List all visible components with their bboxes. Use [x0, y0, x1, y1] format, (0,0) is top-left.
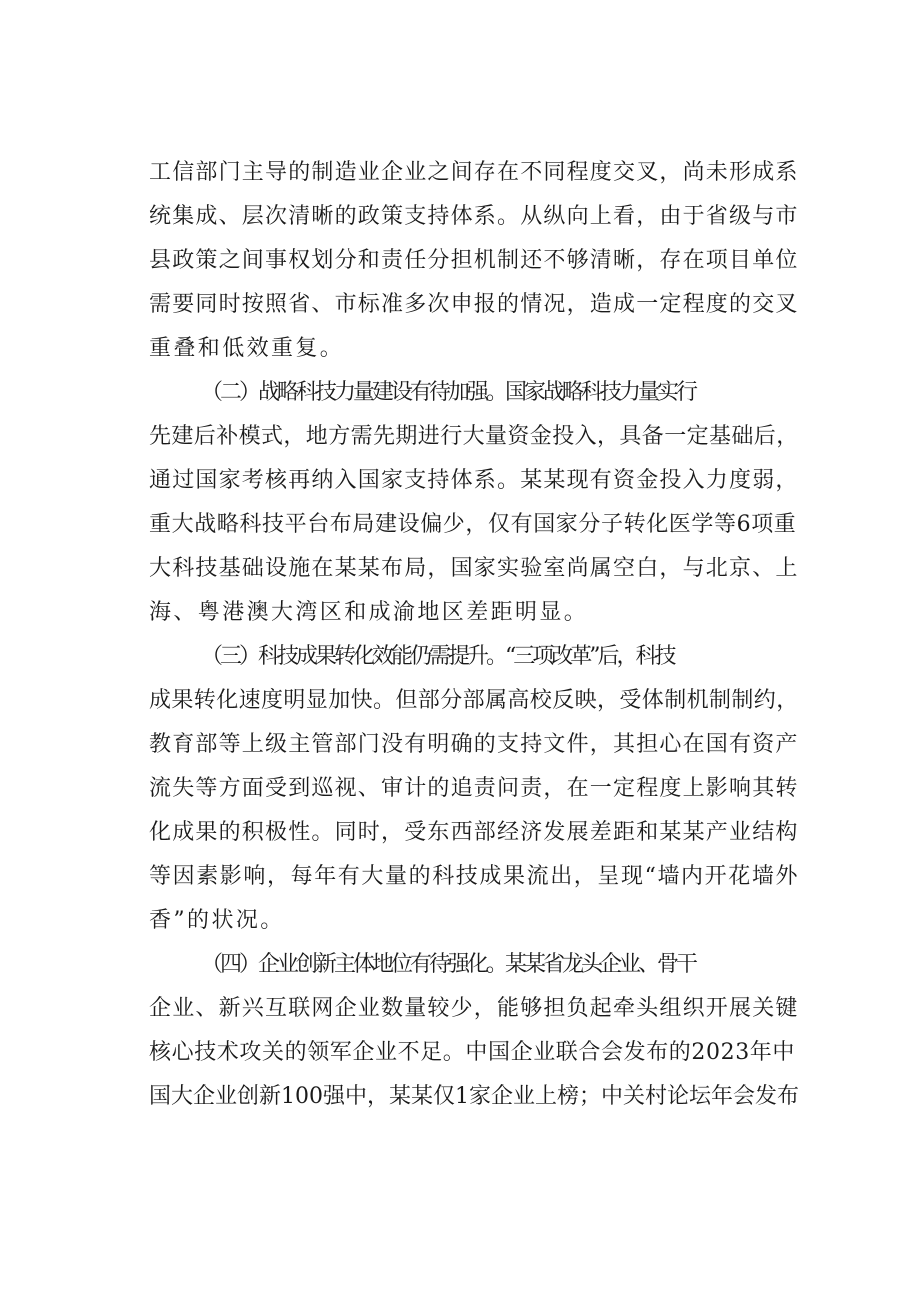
- paragraph-line: 化成果的积极性。同时，受东西部经济发展差距和某某产业结构: [149, 820, 799, 845]
- paragraph-line: 县政策之间事权划分和责任分担机制还不够清晰，存在项目单位: [149, 248, 799, 273]
- paragraph-line: 香”的状况。: [149, 908, 285, 933]
- paragraph-line: 重大战略科技平台布局建设偏少，仅有国家分子转化医学等6项重: [149, 512, 797, 537]
- paragraph-line: 教育部等上级主管部门没有明确的支持文件，其担心在国有资产: [149, 732, 799, 757]
- paragraph-line: 重叠和低效重复。: [149, 336, 345, 361]
- paragraph-line: 统集成、层次清晰的政策支持体系。从纵向上看，由于省级与市: [149, 204, 799, 229]
- paragraph-line: 需要同时按照省、市标准多次申报的情况，造成一定程度的交叉: [149, 292, 799, 317]
- paragraph-line: 等因素影响，每年有大量的科技成果流出，呈现“墙内开花墙外: [149, 864, 800, 889]
- paragraph-line: 核心技术攻关的领军企业不足。中国企业联合会发布的2023年中: [149, 1040, 795, 1065]
- paragraph-line: 成果转化速度明显加快。但部分部属高校反映，受体制机制制约，: [149, 688, 799, 713]
- paragraph-line: 先建后补模式，地方需先期进行大量资金投入，具备一定基础后，: [149, 424, 799, 449]
- section-heading-line: （四）企业创新主体地位有待强化。某某省龙头企业、骨干: [201, 952, 696, 977]
- paragraph-line: 工信部门主导的制造业企业之间存在不同程度交叉，尚未形成系: [149, 160, 799, 185]
- paragraph-line: 国大企业创新100强中，某某仅1家企业上榜；中关村论坛年会发布: [149, 1084, 799, 1109]
- section-heading-line: （二）战略科技力量建设有待加强。国家战略科技力量实行: [201, 380, 696, 405]
- paragraph-line: 企业、新兴互联网企业数量较少，能够担负起牵头组织开展关键: [149, 996, 799, 1021]
- paragraph-line: 通过国家考核再纳入国家支持体系。某某现有资金投入力度弱，: [149, 468, 799, 493]
- section-heading-line: （三）科技成果转化效能仍需提升。“三项改革”后，科技: [201, 644, 674, 669]
- paragraph-line: 海、粤港澳大湾区和成渝地区差距明显。: [149, 600, 589, 625]
- paragraph-line: 大科技基础设施在某某布局，国家实验室尚属空白，与北京、上: [149, 556, 799, 581]
- paragraph-line: 流失等方面受到巡视、审计的追责问责，在一定程度上影响其转: [149, 776, 799, 801]
